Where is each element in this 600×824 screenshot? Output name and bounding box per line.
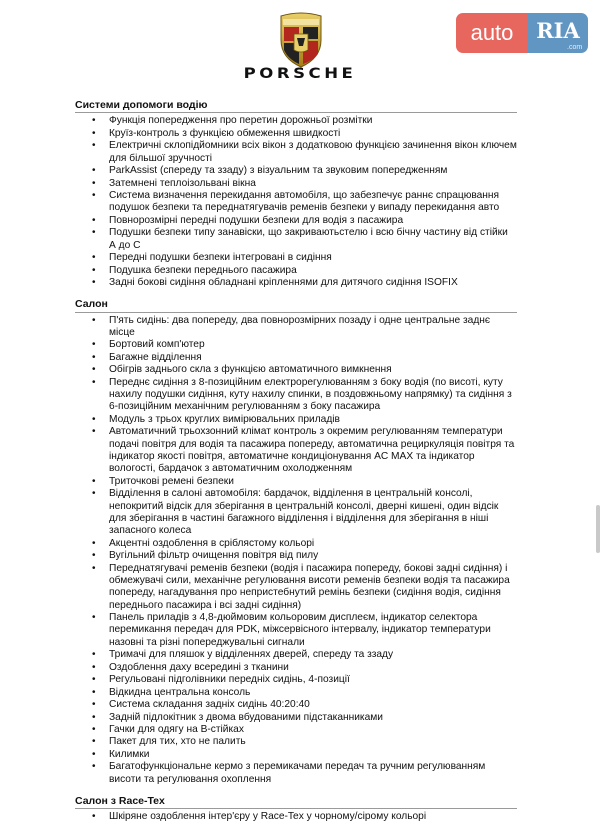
spec-section [75,795,517,824]
list-item: • Відділення в салоні автомобіля: бардачок, відділення в центральній консолі, непокритий відсік для зберігання в центральній консолі, дверні кишені, один відсік для зберігання в частині багажного відділення і відділення для зберігання в ніші запасного колеса [75,488,517,537]
list-item: • Електричні склопідйомники всіх вікон з додатковою функцією зачинення вікон ключем для більшої зручності [75,140,517,165]
spec-section [75,99,517,289]
watermark-auto: auto [456,13,528,53]
list-item: • Оздоблення даху всередині з тканини [75,662,517,674]
watermark-com: .com [567,44,583,51]
section-title: Салон [75,298,517,312]
section-title: Салон з Race-Tex [75,795,517,809]
list-item: • ParkAssist (спереду та ззаду) з візуальним та звуковим попередженням [75,165,517,177]
list-item: • Бортовий комп'ютер [75,339,517,351]
list-item: • Акцентні оздоблення в сріблястому кольорі [75,538,517,550]
brand-wordmark: PORSCHE [243,66,357,82]
section-title: Системи допомоги водію [75,99,517,113]
scrollbar-thumb[interactable] [596,505,600,553]
list-item: • Регульовані підголівники передніх сидінь, 4-позиції [75,674,517,686]
list-item: • Задні бокові сидіння обладнані кріпленнями для дитячого сидіння ISOFIX [75,277,517,289]
list-item: • Гачки для одягу на B-стійках [75,724,517,736]
list-item: • Подушки безпеки типу занавіски, що закриваютьстелю і всю бічну частину від стійки А до С [75,227,517,252]
list-item: • Килимки [75,749,517,761]
list-item: • Тримачі для пляшок у відділеннях дверей, спереду та ззаду [75,649,517,661]
spec-document [75,99,517,824]
list-item: • Система визначення перекидання автомобіля, що забезпечує раннє спрацювання подушок безпеки та переднатягувачів ременів безпеки у випаду перекидання авто [75,190,517,215]
list-item: • Функція попередження про перетин дорожньої розмітки [75,115,517,127]
list-item: • Круїз-контроль з функцією обмеження швидкості [75,128,517,140]
list-item: • Переднатягувачі ременів безпеки (водія і пасажира попереду, бокові задні сидіння) і обмежувачі сили, механічне регулювання висоти ременів безпеки водія та пасажира попереду, нагадування про непристебнутий ремінь безпеки (сидіння водія, сидіння переднього пасажира і всі задні сидіння) [75,563,517,612]
list-item: • Багатофункціональне кермо з перемикачами передач та ручним регулюванням висоти та регулювання охоплення [75,761,517,786]
watermark-ria: RIA [528,13,588,53]
list-item: • Повнорозмірні передні подушки безпеки для водія з пасажира [75,215,517,227]
list-item: • Задній підлокітник з двома вбудованими підстаканниками [75,712,517,724]
porsche-crest-icon [278,10,324,68]
list-item: • Відкидна центральна консоль [75,687,517,699]
list-item: • Модуль з трьох круглих вимірювальних приладів [75,414,517,426]
list-item: • Триточкові ремені безпеки [75,476,517,488]
list-item: • Подушка безпеки переднього пасажира [75,265,517,277]
feature-list [75,811,517,823]
spec-section [75,298,517,786]
list-item: • Панель приладів з 4,8-дюймовим кольоровим дисплеєм, індикатор селектора перемикання передач для PDK, міжсервісного інтервалу, індикатор температури назовні та різні попереджувальні сигнали [75,612,517,649]
list-item: • Система складання задніх сидінь 40:20:40 [75,699,517,711]
document-header [0,0,600,96]
list-item: • Шкіряне оздоблення інтер'єру у Race-Tex у чорному/сірому кольорі [75,811,517,823]
feature-list [75,315,517,786]
feature-list [75,115,517,289]
list-item: • Затемнені теплоізольвані вікна [75,178,517,190]
list-item: • Вугільний фільтр очищення повітря від пилу [75,550,517,562]
list-item: • Автоматичний трьохзонний клімат контроль з окремим регулюванням температури подачі повітря для водія та пасажира попереду, автоматична рециркуляція повітря та індикатор якості повітря, автоматичне кондиціонування AC MAX та індикатор вологості, бардачок з автоматичним охолодженням [75,426,517,475]
list-item: • Переднє сидіння з 8-позиційним електрорегулюванням з боку водія (по висоті, куту нахилу подушки сидіння, куту нахилу спинки, в поздовжньому напрямку) та сидіння з 6-позиційним механічним регулюванням з боку пасажира [75,377,517,414]
list-item: • Пакет для тих, хто не палить [75,736,517,748]
list-item: • Обігрів заднього скла з функцією автоматичного вимкнення [75,364,517,376]
list-item: • Передні подушки безпеки інтегровані в сидіння [75,252,517,264]
list-item: • Багажне відділення [75,352,517,364]
list-item: • П'ять сидінь: два попереду, два повнорозмірних позаду і одне центральне заднє місце [75,315,517,340]
